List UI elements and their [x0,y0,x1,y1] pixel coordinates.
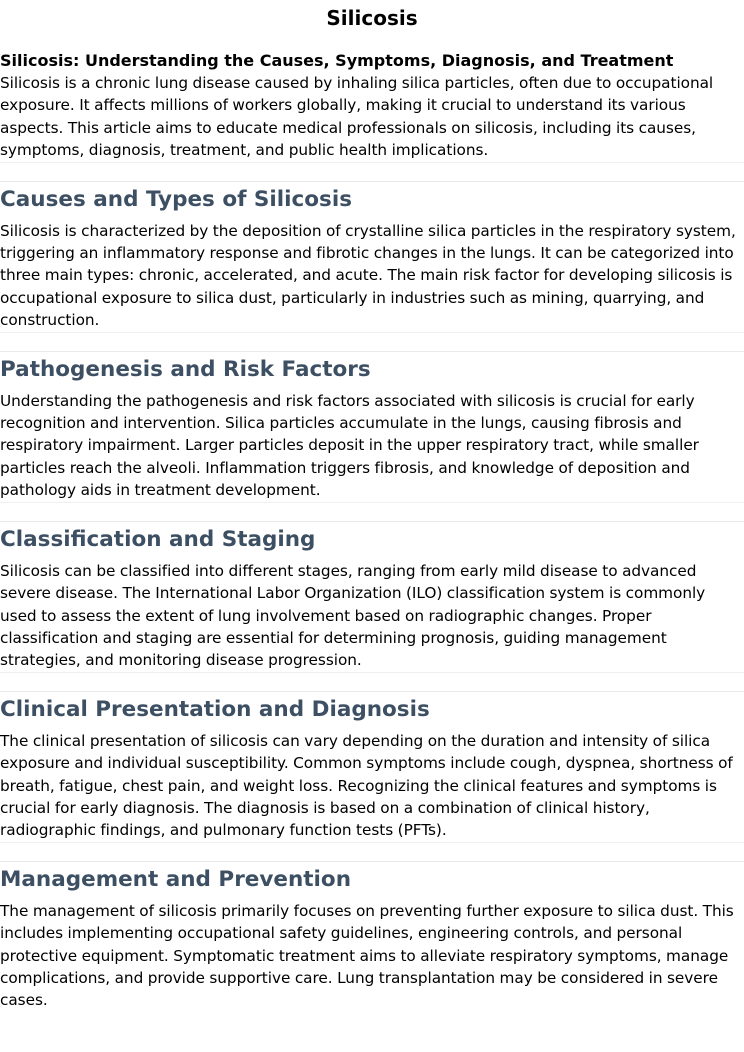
section-divider [0,502,744,521]
section-divider [0,332,744,351]
section-heading: Classification and Staging [0,526,316,552]
section-divider [0,672,744,691]
page-title: Silicosis [326,6,418,30]
section-causes-and-types [0,181,744,332]
section-paragraph: Silicosis can be classified into different stages, ranging from early mild disease to advanced severe disease. The International Labor Organization (ILO) classification system is commonly used to assess the extent of lung involvement based on radiographic changes. Proper classification and staging are essential for determining prognosis, guiding management strategies, and monitoring disease progression. [0,561,706,670]
section-heading: Pathogenesis and Risk Factors [0,356,371,382]
intro-paragraph: Silicosis is a chronic lung disease caused by inhaling silica particles, often due to occupational exposure. It affects millions of workers globally, making it crucial to understand its various aspects. This article aims to educate medical professionals on silicosis, including its causes, symptoms, diagnosis, treatment, and public health implications. [0,74,714,160]
section-divider [0,162,744,181]
section-heading: Clinical Presentation and Diagnosis [0,696,430,722]
section-paragraph: Silicosis is characterized by the deposition of crystalline silica particles in the respiratory system, triggering an inflammatory response and fibrotic changes in the lungs. It can be categorized into three main types: chronic, accelerated, and acute. The main risk factor for developing silicosis is occupational exposure to silica dust, particularly in industries such as mining, quarrying, and construction. [0,221,736,330]
section-paragraph: Understanding the pathogenesis and risk factors associated with silicosis is crucial for early recognition and intervention. Silica particles accumulate in the lungs, causing fibrosis and respiratory impairment. Larger particles deposit in the upper respiratory tract, while smaller particles reach the alveoli. Inflammation triggers fibrosis, and knowledge of deposition and pathology aids in treatment development. [0,391,699,500]
section-heading: Management and Prevention [0,866,352,892]
section-paragraph: The clinical presentation of silicosis can vary depending on the duration and intensity of silica exposure and individual susceptibility. Common symptoms include cough, dyspnea, shortness of breath, fatigue, chest pain, and weight loss. Recognizing the clinical features and symptoms is crucial for early diagnosis. The diagnosis is based on a combination of clinical history, radiographic findings, and pulmonary function tests (PFTs). [0,731,733,840]
section-paragraph: The management of silicosis primarily focuses on preventing further exposure to silica dust. This includes implementing occupational safety guidelines, engineering controls, and personal protective equipment. Symptomatic treatment aims to alleviate respiratory symptoms, manage complications, and provide supportive care. Lung transplantation may be considered in severe cases. [0,901,734,1010]
section-divider [0,842,744,861]
section-classification [0,521,744,672]
section-pathogenesis [0,351,744,502]
intro-heading: Silicosis: Understanding the Causes, Symptoms, Diagnosis, and Treatment [0,51,674,70]
section-management [0,861,744,1012]
section-clinical-presentation [0,691,744,842]
section-heading: Causes and Types of Silicosis [0,186,353,212]
